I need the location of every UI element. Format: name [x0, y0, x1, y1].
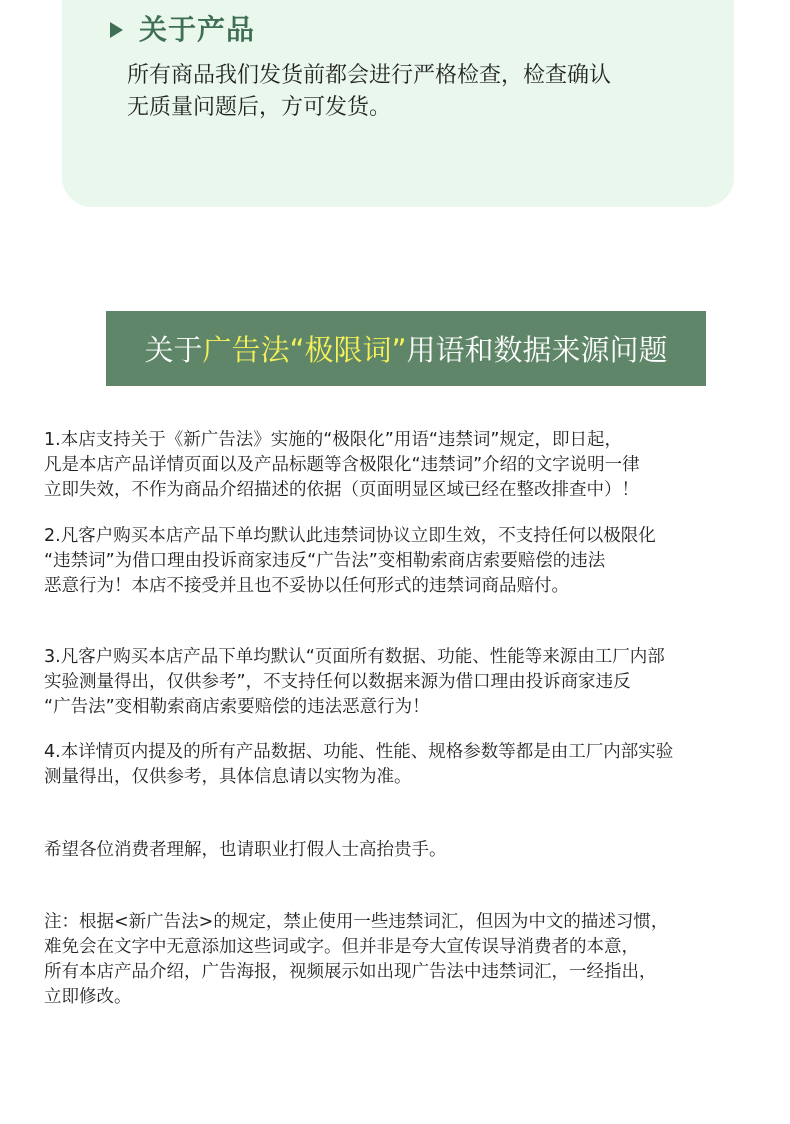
paragraph-line: 难免会在文字中无意添加这些词或字。但并非是夸大宣传误导消费者的本意，	[44, 937, 639, 957]
banner-text-post: 用语和数据来源问题	[406, 333, 668, 367]
paragraph-line: 立即修改。	[44, 987, 132, 1007]
notice-paragraph-5	[44, 838, 774, 863]
paragraph-line: 3.凡客户购买本店产品下单均默认“页面所有数据、功能、性能等来源由工厂内部	[44, 647, 665, 667]
paragraph-line: 希望各位消费者理解，也请职业打假人士高抬贵手。	[44, 840, 447, 860]
paragraph-line: 测量得出，仅供参考，具体信息请以实物为准。	[44, 767, 412, 787]
paragraph-line: “广告法”变相勒索商店索要赔偿的违法恶意行为！	[44, 697, 430, 717]
paragraph-line: 凡是本店产品详情页面以及产品标题等含极限化“违禁词”介绍的文字说明一律	[44, 455, 640, 475]
notice-paragraph-6	[44, 910, 774, 1010]
product-description	[127, 60, 687, 124]
product-title: 关于产品	[139, 13, 256, 46]
product-line: 无质量问题后，方可发货。	[127, 95, 392, 120]
paragraph-line: 1.本店支持关于《新广告法》实施的“极限化”用语“违禁词”规定，即日起，	[44, 430, 622, 450]
notice-paragraph-4	[44, 740, 774, 790]
paragraph-line: 2.凡客户购买本店产品下单均默认此违禁词协议立即生效，不支持任何以极限化	[44, 526, 656, 546]
play-triangle-icon	[110, 22, 123, 38]
notice-paragraph-2	[44, 524, 774, 599]
paragraph-line: 立即失效，不作为商品介绍描述的依据（页面明显区域已经在整改排查中）！	[44, 480, 639, 500]
banner-text-highlight: 广告法“极限词”	[202, 333, 407, 367]
product-line: 所有商品我们发货前都会进行严格检查，检查确认	[127, 63, 612, 88]
paragraph-line: 4.本详情页内提及的所有产品数据、功能、性能、规格参数等都是由工厂内部实验	[44, 742, 674, 762]
banner-text-pre: 关于	[144, 333, 203, 367]
paragraph-line: 恶意行为！本店不接受并且也不妥协以任何形式的违禁词商品赔付。	[44, 576, 569, 596]
paragraph-line: 所有本店产品介绍，广告海报，视频展示如出现广告法中违禁词汇，一经指出，	[44, 962, 657, 982]
notice-paragraph-3	[44, 645, 774, 720]
notice-paragraph-1	[44, 428, 774, 503]
paragraph-line: “违禁词”为借口理由投诉商家违反“广告法”变相勒索商店索要赔偿的违法	[44, 551, 606, 571]
paragraph-line: 实验测量得出，仅供参考”，不支持任何以数据来源为借口理由投诉商家违反	[44, 672, 631, 692]
product-heading	[110, 12, 255, 48]
paragraph-line: 注：根据<新广告法>的规定，禁止使用一些违禁词汇，但因为中文的描述习惯，	[44, 912, 669, 932]
section-banner	[106, 311, 706, 386]
